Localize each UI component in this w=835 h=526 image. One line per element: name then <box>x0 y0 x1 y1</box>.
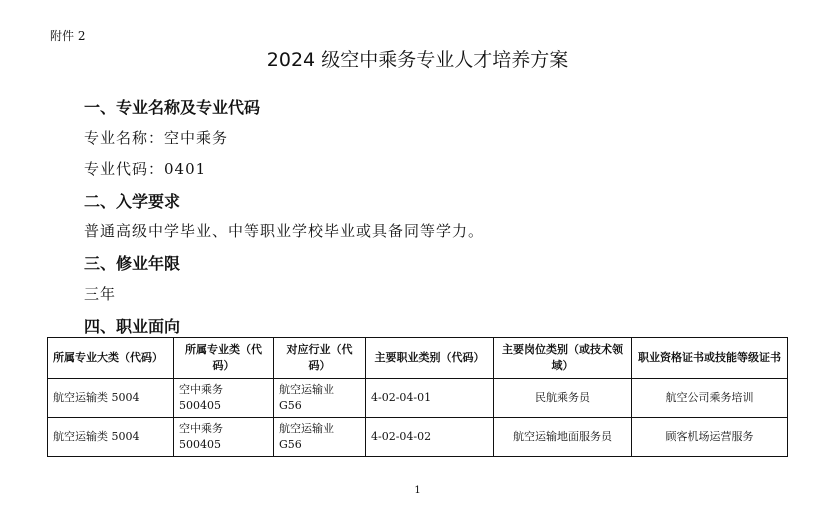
header-major-category: 所属专业大类（代码） <box>48 338 174 379</box>
major-name-line: 专业名称：空中乘务 <box>84 129 229 147</box>
header-position: 主要岗位类别（或技术领域） <box>494 338 632 379</box>
cell-occupation-code: 4-02-04-01 <box>366 379 494 418</box>
cell-certificate: 顾客机场运营服务 <box>632 418 788 457</box>
cell-certificate: 航空公司乘务培训 <box>632 379 788 418</box>
cell-position: 民航乘务员 <box>494 379 632 418</box>
section-1-heading: 一、专业名称及专业代码 <box>84 98 261 117</box>
cell-industry: 航空运输业 G56 <box>274 379 366 418</box>
cell-major-category: 航空运输类 5004 <box>48 418 174 457</box>
header-industry: 对应行业（代码） <box>274 338 366 379</box>
header-occupation: 主要职业类别（代码） <box>366 338 494 379</box>
cell-industry: 航空运输业 G56 <box>274 418 366 457</box>
cell-major-category: 航空运输类 5004 <box>48 379 174 418</box>
section-2-heading: 二、入学要求 <box>84 192 181 211</box>
cell-major-class: 空中乘务 500405 <box>174 379 274 418</box>
section-4-heading: 四、职业面向 <box>84 317 181 336</box>
table-header-row <box>48 338 788 379</box>
career-orientation-table <box>47 337 788 457</box>
study-duration-text: 三年 <box>84 285 117 303</box>
major-code-line: 专业代码：0401 <box>84 160 207 178</box>
admission-requirement-text: 普通高级中学毕业、中等职业学校毕业或具备同等学力。 <box>84 222 485 240</box>
header-certificate: 职业资格证书或技能等级证书 <box>632 338 788 379</box>
header-major-class: 所属专业类（代码） <box>174 338 274 379</box>
table-row <box>48 379 788 418</box>
cell-major-class: 空中乘务 500405 <box>174 418 274 457</box>
document-title: 2024 级空中乘务专业人才培养方案 <box>266 49 569 71</box>
cell-position: 航空运输地面服务员 <box>494 418 632 457</box>
page-number: 1 <box>414 485 421 496</box>
cell-occupation-code: 4-02-04-02 <box>366 418 494 457</box>
table-row <box>48 418 788 457</box>
section-3-heading: 三、修业年限 <box>84 254 181 273</box>
attachment-label: 附件 2 <box>50 29 86 43</box>
